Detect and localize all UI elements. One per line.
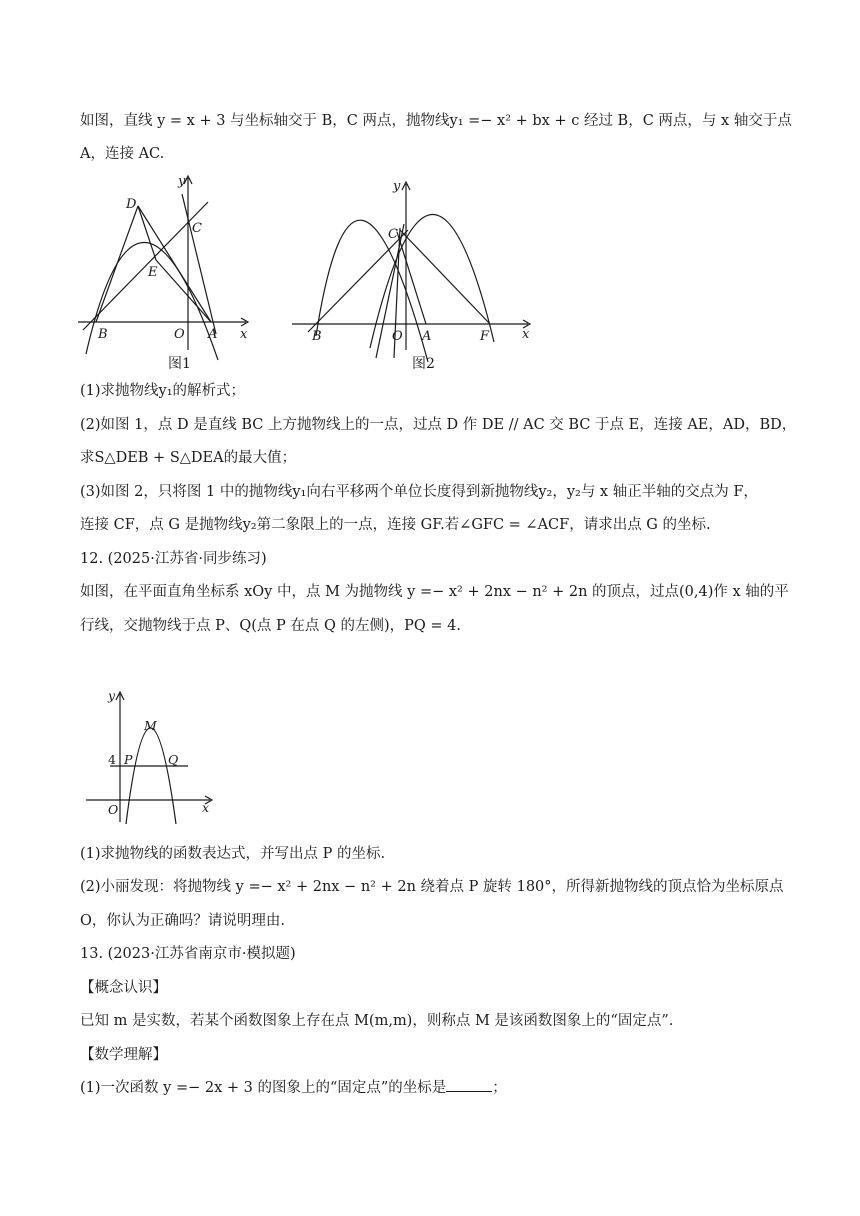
q11-part-3-line-2: 连接 CF，点 G 是抛物线y₂第二象限上的一点，连接 GF.若∠GFC = ∠ACF，请求出点 G 的坐标. <box>80 517 711 533</box>
q11-stem-line-2: A，连接 AC. <box>80 146 165 162</box>
fig3-parabola <box>126 728 179 824</box>
q13-part-1-text: (1)一次函数 y =− 2x + 3 的图象上的“固定点”的坐标是 <box>80 1080 447 1096</box>
fig1-label-a: A <box>208 327 218 342</box>
q12-stem-line-1: 如图，在平面直角坐标系 xOy 中，点 M 为抛物线 y =− x² + 2nx − n² + 2n 的顶点，过点(0,4)作 x 轴的平 <box>80 584 789 600</box>
q12-part-2-line-1: (2)小丽发现：将抛物线 y =− x² + 2nx − n² + 2n 绕着点 P 旋转 180°，所得新抛物线的顶点恰为坐标原点 <box>80 879 784 895</box>
q11-part-2-line-2: 求S△DEB + S△DEA的最大值； <box>80 450 297 466</box>
fig2-line-bc <box>308 230 408 332</box>
fig1-line-ac <box>182 194 216 334</box>
fig1-line-db <box>96 206 138 322</box>
fig2-label-b: B <box>312 329 322 344</box>
q13-concept-text: 已知 m 是实数，若某个函数图象上存在点 M(m,m)，则称点 M 是该函数图象上的“固定点”. <box>80 1013 674 1029</box>
q11-stem-line-1: 如图，直线 y = x + 3 与坐标轴交于 B，C 两点，抛物线y₁ =− x² + bx + c 经过 B，C 两点，与 x 轴交于点 <box>80 113 792 129</box>
q12-part-2-line-2: O，你认为正确吗？请说明理由. <box>80 913 285 929</box>
fig2-label-a: A <box>422 329 432 344</box>
q13-part-1 <box>80 1077 800 1099</box>
q13-understand-title: 【数学理解】 <box>80 1047 167 1063</box>
q13-part-1-end: ； <box>492 1080 507 1096</box>
fig3-label-4: 4 <box>108 752 116 767</box>
fig3-label-o: O <box>108 802 119 817</box>
fig2-line-cf <box>400 230 490 324</box>
fig1-label-b: B <box>98 327 108 342</box>
figure-1 <box>78 172 258 372</box>
figure-3 <box>82 684 222 829</box>
q13-header: 13. (2023·江苏省南京市·模拟题) <box>80 946 296 962</box>
fig2-label-o: O <box>392 329 403 344</box>
fig3-label-p: P <box>124 752 133 767</box>
q11-part-3-line-1: (3)如图 2，只将图 1 中的抛物线y₁向右平移两个单位长度得到新抛物线y₂，y₂与 x 轴正半轴的交点为 F， <box>80 484 758 500</box>
fig1-label-x: x <box>240 327 248 342</box>
fig1-label-y: y <box>178 174 186 189</box>
q11-part-2-line-1: (2)如图 1，点 D 是直线 BC 上方抛物线上的一点，过点 D 作 DE // AC 交 BC 于点 E，连接 AE，AD，BD， <box>80 417 797 433</box>
q13-concept-title: 【概念认识】 <box>80 980 167 996</box>
fig3-label-q: Q <box>168 752 179 767</box>
fig1-label-d: D <box>126 197 137 212</box>
q12-part-1: (1)求抛物线的函数表达式，并写出点 P 的坐标. <box>80 846 386 862</box>
fig2-label-x: x <box>522 327 530 342</box>
fig1-line-bc <box>83 202 208 330</box>
q11-part-1: (1)求抛物线y₁的解析式； <box>80 383 246 399</box>
fig3-label-y: y <box>108 688 116 703</box>
fig1-label-e: E <box>148 265 158 280</box>
figure-2 <box>292 172 542 372</box>
fig1-line-de <box>138 206 156 260</box>
fig1-label-c: C <box>192 221 202 236</box>
fig3-label-m: M <box>144 718 157 733</box>
q12-header: 12. (2025·江苏省·同步练习) <box>80 551 267 567</box>
q12-stem-line-2: 行线，交抛物线于点 P、Q(点 P 在点 Q 的左侧)，PQ = 4. <box>80 618 461 634</box>
fig2-caption: 图2 <box>412 356 435 372</box>
answer-blank[interactable] <box>446 1077 492 1092</box>
fig1-line-ea <box>156 260 211 322</box>
fig3-label-x: x <box>202 800 210 815</box>
fig1-label-o: O <box>174 327 185 342</box>
fig2-label-y: y <box>393 179 401 194</box>
fig2-label-c: C <box>388 227 398 242</box>
fig1-caption: 图1 <box>168 356 191 372</box>
fig2-label-f: F <box>480 329 490 344</box>
